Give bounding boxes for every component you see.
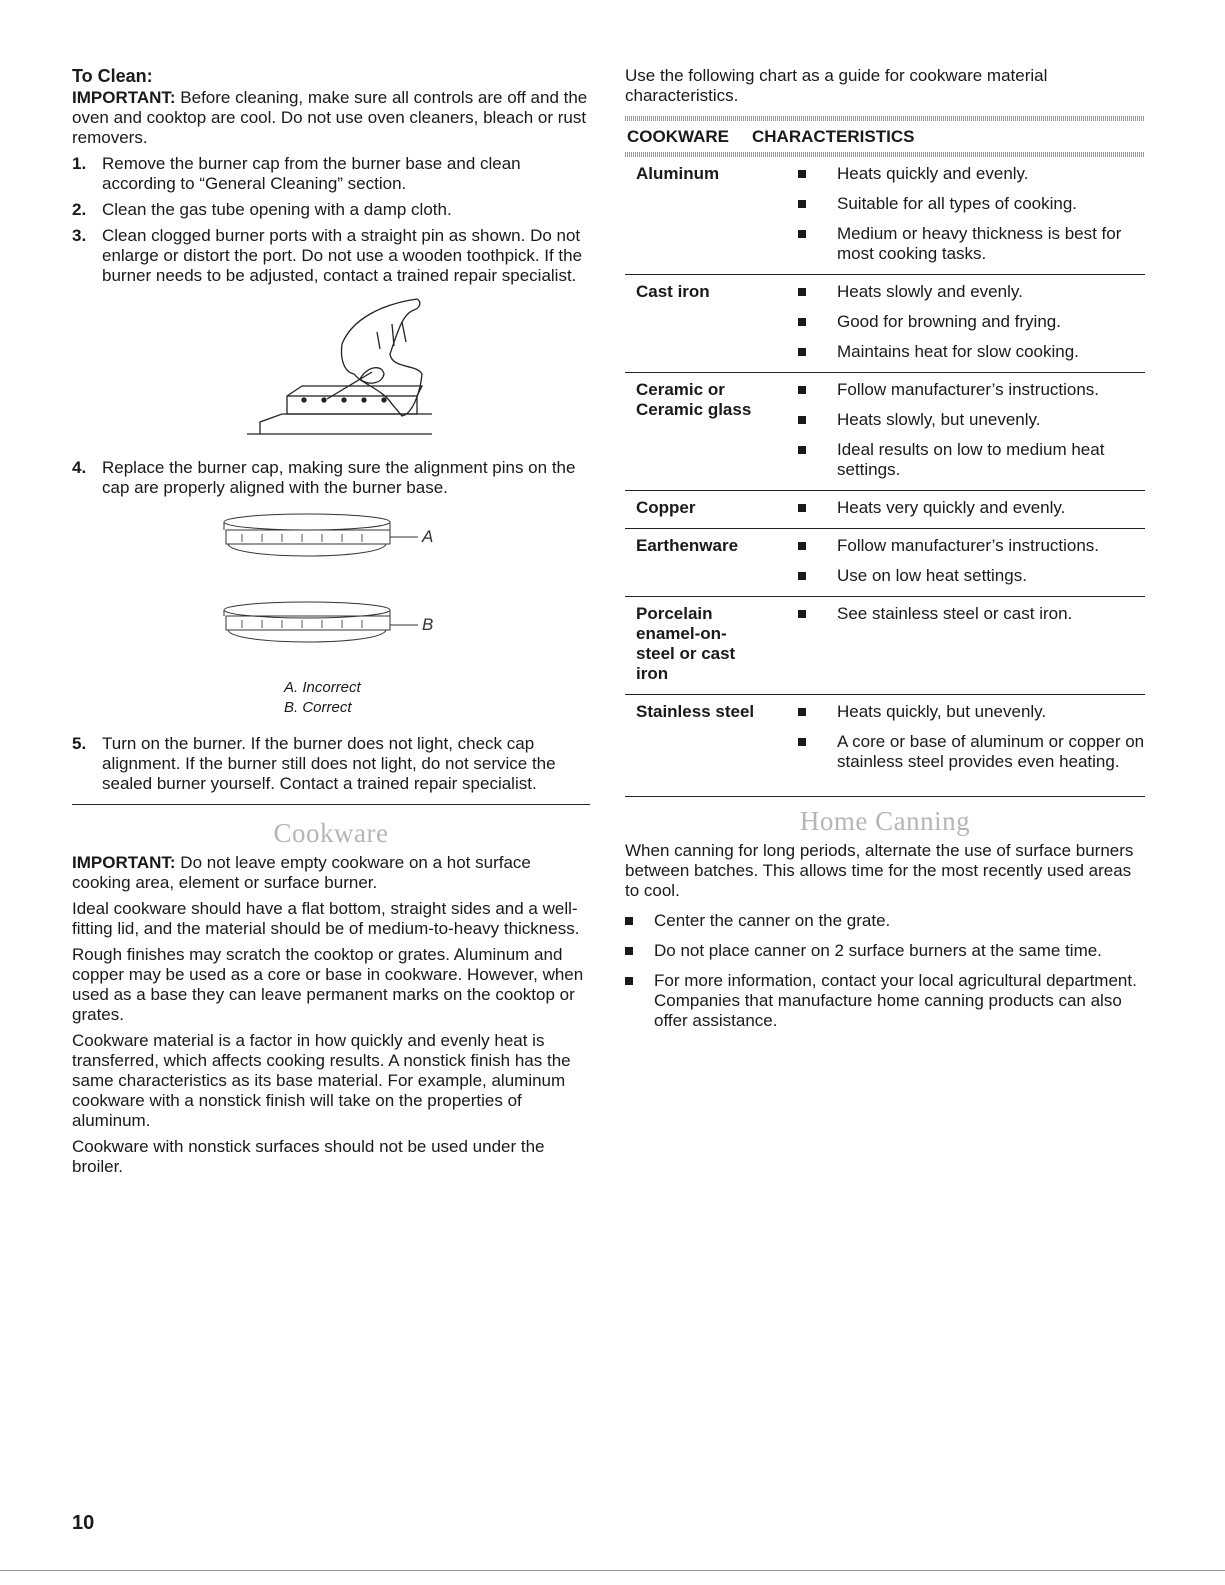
characteristics-list xyxy=(784,604,1145,684)
characteristic-item: Good for browning and frying. xyxy=(784,312,1145,332)
step-number: 5. xyxy=(72,734,87,753)
cookware-paragraph: Ideal cookware should have a flat bottom, straight sides and a well-fitting lid, and the material should be of medium-to-heavy thickness. xyxy=(72,899,580,938)
page-bottom-rule xyxy=(0,1570,1225,1571)
material-name: Porcelain enamel-on-steel or cast iron xyxy=(636,604,736,683)
material-name: Cast iron xyxy=(636,282,710,301)
characteristic-item: A core or base of aluminum or copper on stainless steel provides even heating. xyxy=(784,732,1145,772)
step-1 xyxy=(72,154,590,194)
important-label: IMPORTANT: xyxy=(72,88,176,107)
caption-b: B. Correct xyxy=(284,699,352,716)
step-3 xyxy=(72,226,590,286)
characteristic-item: Follow manufacturer’s instructions. xyxy=(784,536,1145,556)
label-a: A xyxy=(422,527,434,546)
label-b: B xyxy=(422,615,434,634)
cleaning-steps xyxy=(72,154,590,286)
cleaning-steps-cont xyxy=(72,458,590,498)
material-name: Copper xyxy=(636,498,696,517)
caption-a: A. Incorrect xyxy=(284,679,361,696)
important-text: Do not leave empty cookware on a hot surface cooking area, element or surface burner. xyxy=(72,853,531,892)
home-canning-title: Home Canning xyxy=(799,806,971,836)
material-name: Ceramic or Ceramic glass xyxy=(636,380,752,419)
characteristics-list xyxy=(784,702,1145,772)
step-5 xyxy=(72,734,590,794)
table-row xyxy=(625,529,1145,597)
chart-intro: Use the following chart as a guide for cookware material characteristics. xyxy=(625,66,1048,105)
material-name: Aluminum xyxy=(636,164,720,183)
header-cookware: COOKWARE xyxy=(627,127,729,146)
cookware-important xyxy=(72,853,590,893)
characteristics-list xyxy=(784,380,1145,480)
canning-intro: When canning for long periods, alternate the use of surface burners between batches. This allows time for the most recently used areas to cool. xyxy=(625,841,1134,900)
section-divider xyxy=(72,804,590,805)
to-clean-heading: To Clean: xyxy=(72,66,153,86)
characteristic-item: Use on low heat settings. xyxy=(784,566,1145,586)
important-text: Before cleaning, make sure all controls are off and the oven and cooktop are cool. Do not use oven cleaners, bleach or rust removers. xyxy=(72,88,588,147)
characteristics-list xyxy=(784,282,1145,362)
characteristic-item: Heats very quickly and evenly. xyxy=(784,498,1145,518)
step-number: 1. xyxy=(72,154,87,173)
cookware-paragraph: Cookware material is a factor in how quickly and evenly heat is transferred, which affects cooking results. A nonstick finish has the same characteristics as its base material. For example, aluminum cookware with a nonstick finish will take on the properties of aluminum. xyxy=(72,1031,571,1130)
material-name: Stainless steel xyxy=(636,702,755,721)
important-note xyxy=(72,88,590,148)
characteristic-item: Suitable for all types of cooking. xyxy=(784,194,1145,214)
page-number: 10 xyxy=(72,1512,95,1534)
right-column xyxy=(625,66,1145,1041)
cleaning-steps-final xyxy=(72,734,590,794)
step-text: Replace the burner cap, making sure the alignment pins on the cap are properly aligned with the burner base. xyxy=(102,458,576,497)
table-row xyxy=(625,491,1145,529)
cookware-paragraph: Rough finishes may scratch the cooktop or grates. Aluminum and copper may be used as a core or base in cookware. However, when used as a base they can leave permanent marks on the cooktop or grates. xyxy=(72,945,584,1024)
canning-bullet: Do not place canner on 2 surface burners at the same time. xyxy=(625,941,1145,961)
table-row xyxy=(625,597,1145,695)
table-header xyxy=(625,121,1145,152)
canning-bullet: For more information, contact your local agricultural department. Companies that manufacture home canning products can also offer assistance. xyxy=(625,971,1145,1031)
characteristic-item: Heats quickly, but unevenly. xyxy=(784,702,1145,722)
step-number: 4. xyxy=(72,458,87,477)
characteristics-list xyxy=(784,498,1145,518)
table-row xyxy=(625,695,1145,797)
characteristic-item: Medium or heavy thickness is best for most cooking tasks. xyxy=(784,224,1145,264)
header-characteristics: CHARACTERISTICS xyxy=(752,127,915,146)
characteristic-item: Heats slowly and evenly. xyxy=(784,282,1145,302)
characteristics-list xyxy=(784,536,1145,586)
burner-cap-alignment-illustration xyxy=(222,510,452,670)
cap-incorrect xyxy=(224,514,433,556)
characteristic-item: Follow manufacturer’s instructions. xyxy=(784,380,1145,400)
table-row xyxy=(625,275,1145,373)
characteristic-item: Heats slowly, but unevenly. xyxy=(784,410,1145,430)
canning-bullet: Center the canner on the grate. xyxy=(625,911,1145,931)
characteristic-item: Heats quickly and evenly. xyxy=(784,164,1145,184)
important-label: IMPORTANT: xyxy=(72,853,176,872)
step-2 xyxy=(72,200,590,220)
step-text: Turn on the burner. If the burner does not light, check cap alignment. If the burner still does not light, do not service the sealed burner yourself. Contact a trained repair specialist. xyxy=(102,734,556,793)
characteristic-item: See stainless steel or cast iron. xyxy=(784,604,1145,624)
burner-pin-illustration xyxy=(242,294,442,444)
cookware-title: Cookware xyxy=(273,818,389,848)
cap-correct xyxy=(224,602,433,642)
step-4 xyxy=(72,458,590,498)
step-text: Clean clogged burner ports with a straight pin as shown. Do not enlarge or distort the port. Do not use a wooden toothpick. If the burner needs to be adjusted, contact a trained repair specialist. xyxy=(102,226,583,285)
step-number: 2. xyxy=(72,200,87,219)
characteristic-item: Ideal results on low to medium heat settings. xyxy=(784,440,1145,480)
table-row xyxy=(625,373,1145,491)
table-row xyxy=(625,157,1145,275)
material-name: Earthenware xyxy=(636,536,739,555)
characteristics-list xyxy=(784,164,1145,264)
step-number: 3. xyxy=(72,226,87,245)
step-text: Clean the gas tube opening with a damp cloth. xyxy=(102,200,452,219)
figure-captions xyxy=(284,678,590,718)
characteristic-item: Maintains heat for slow cooking. xyxy=(784,342,1145,362)
left-column xyxy=(72,66,590,1183)
cookware-paragraph: Cookware with nonstick surfaces should not be used under the broiler. xyxy=(72,1137,545,1176)
step-text: Remove the burner cap from the burner base and clean according to “General Cleaning” section. xyxy=(102,154,521,193)
